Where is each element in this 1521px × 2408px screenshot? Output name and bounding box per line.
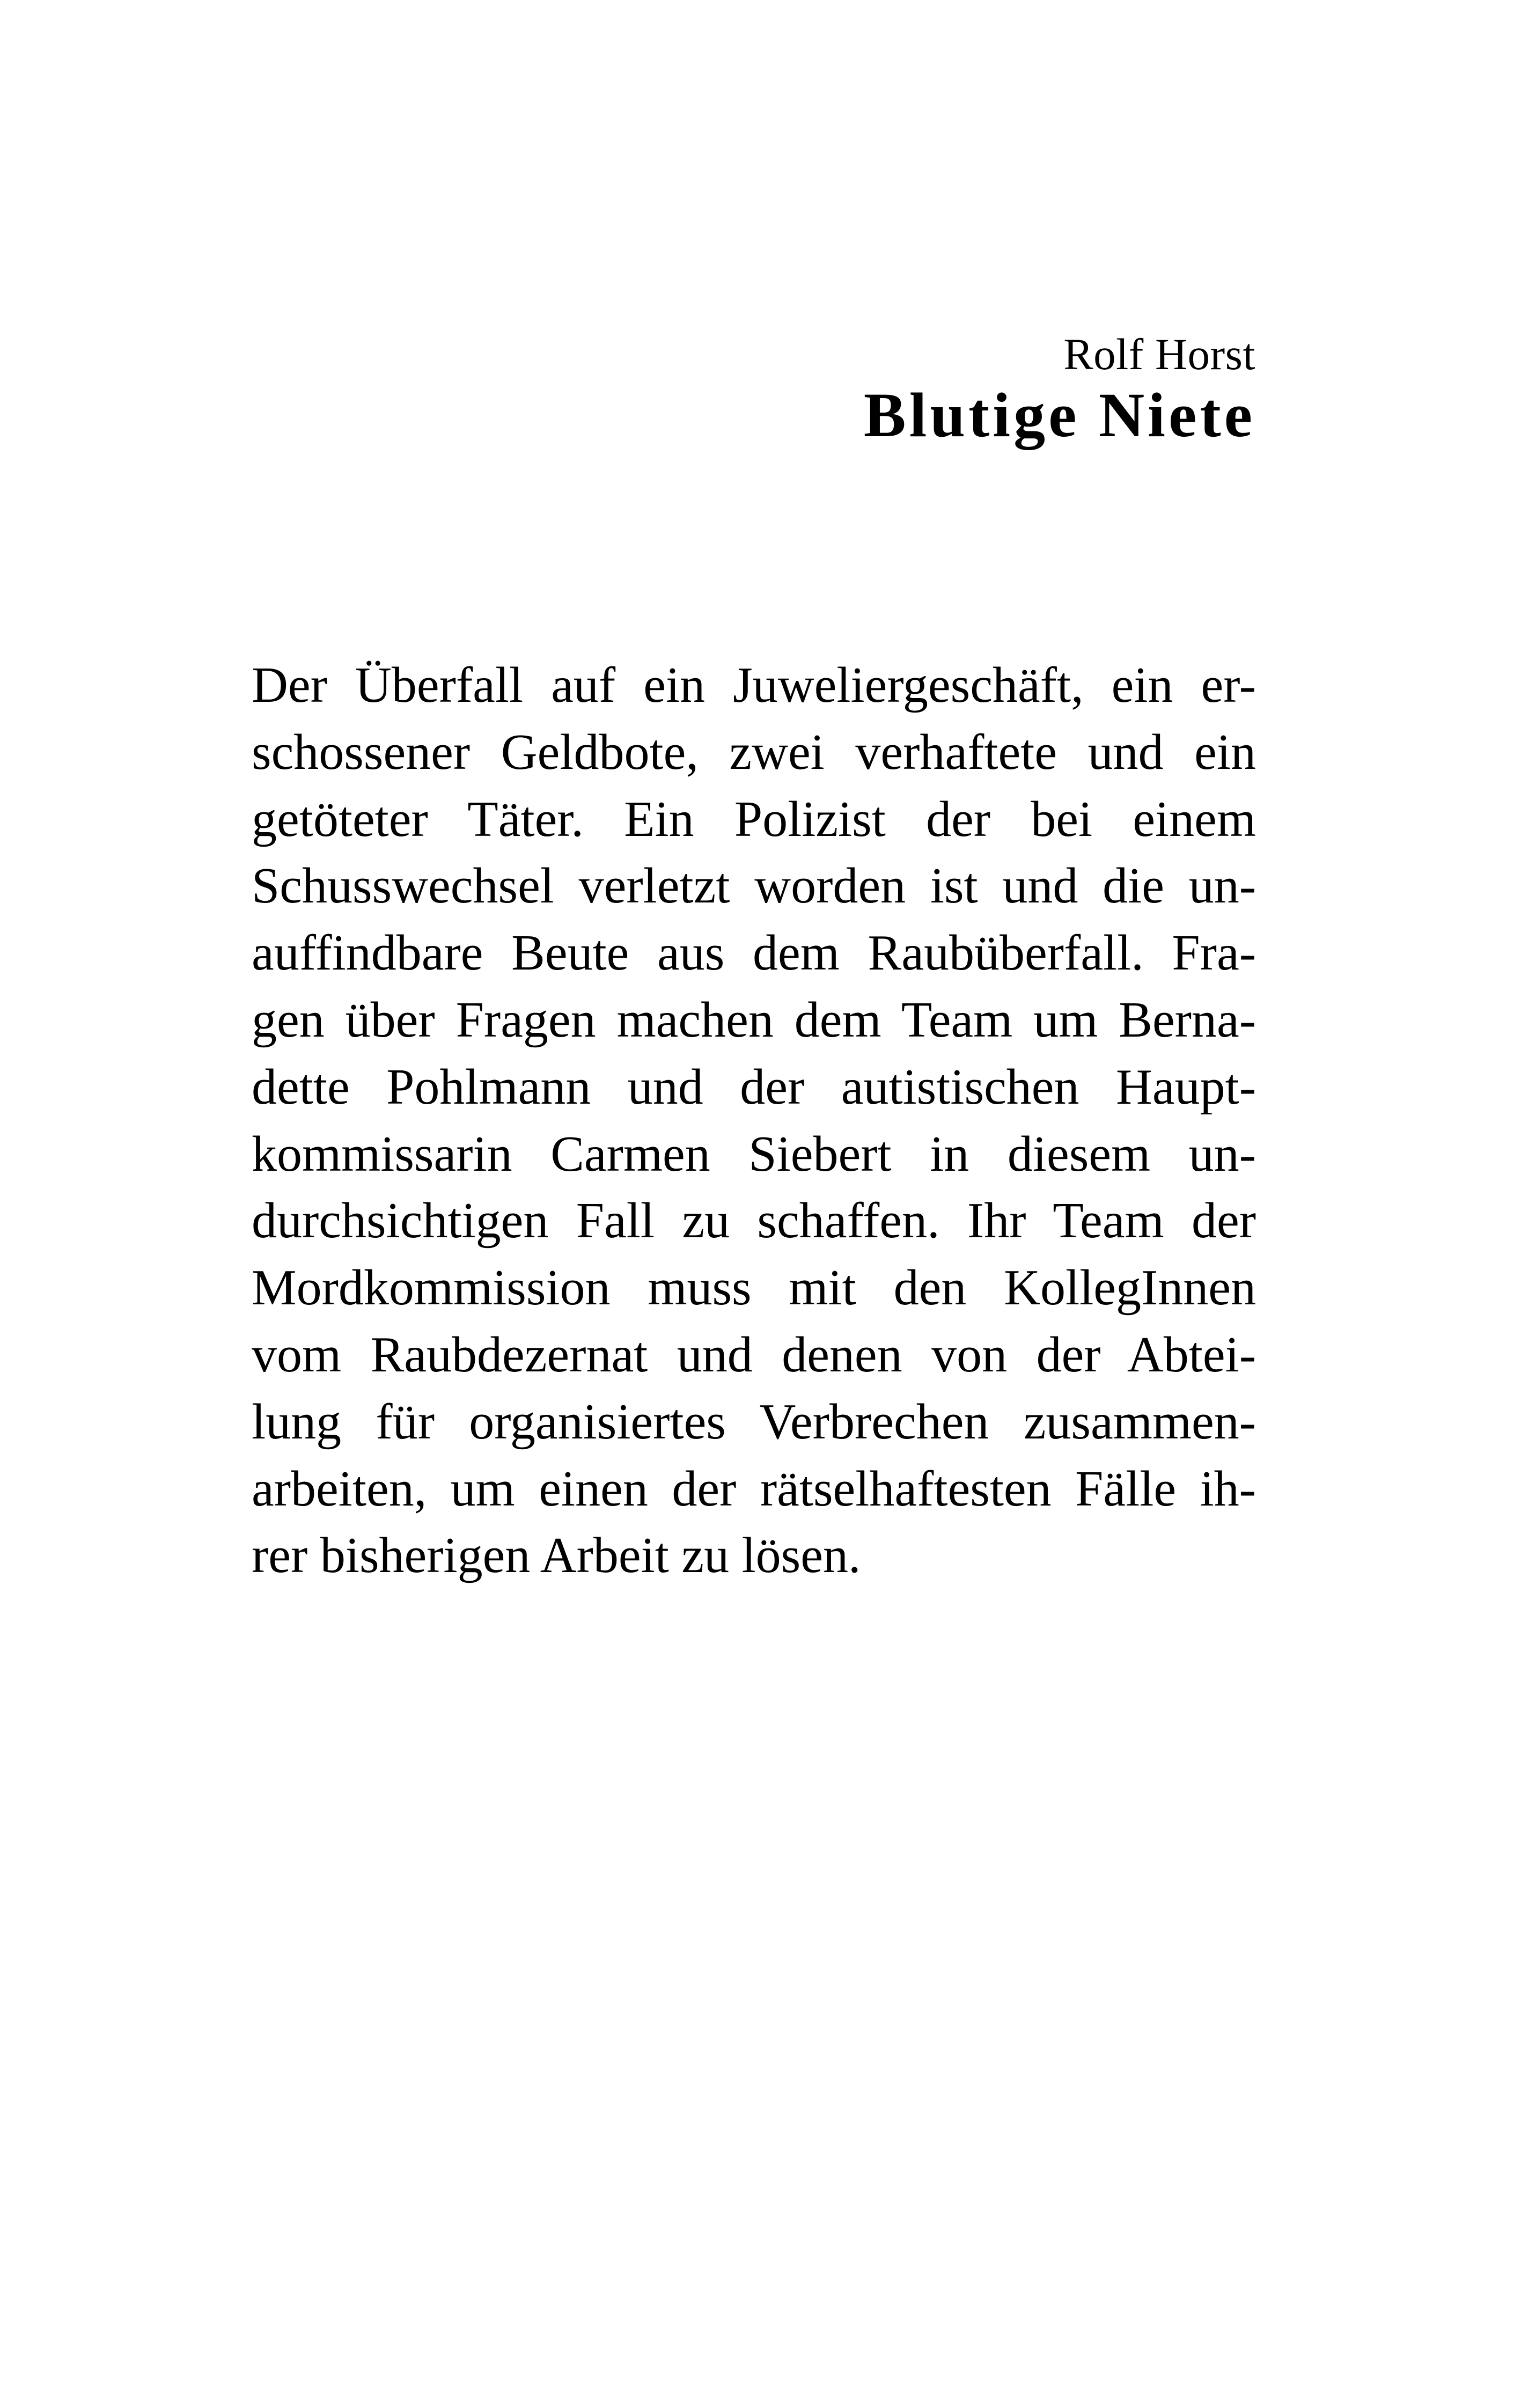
blurb-paragraph — [252, 652, 1256, 1589]
blurb-line: schossener Geldbote, zwei verhaftete und ein — [252, 724, 1256, 780]
blurb-line: durchsichtigen Fall zu schaffen. Ihr Team der — [252, 1193, 1256, 1249]
blurb-line: Schusswechsel verletzt worden ist und die un- — [252, 858, 1256, 914]
blurb-line: lung für organisiertes Verbrechen zusammen- — [252, 1393, 1256, 1450]
blurb-line: auffindbare Beute aus dem Raubüberfall. Fra- — [252, 925, 1256, 981]
author-name: Rolf Horst — [1063, 329, 1255, 379]
book-title: Blutige Niete — [863, 380, 1255, 450]
blurb-line: kommissarin Carmen Siebert in diesem un- — [252, 1126, 1256, 1182]
blurb-line: rer bisherigen Arbeit zu lösen. — [252, 1528, 861, 1584]
blurb-line: getöteter Täter. Ein Polizist der bei einem — [252, 791, 1256, 847]
blurb-line: vom Raubdezernat und denen von der Abtei- — [252, 1326, 1256, 1383]
blurb-line: arbeiten, um einen der rätselhaftesten Fälle ih- — [252, 1460, 1256, 1517]
book-header — [864, 327, 1255, 453]
blurb-line: gen über Fragen machen dem Team um Berna- — [252, 992, 1256, 1048]
blurb-line: Mordkommission muss mit den KollegInnen — [252, 1260, 1256, 1316]
blurb-line: dette Pohlmann und der autistischen Haupt- — [252, 1059, 1256, 1115]
blurb-line: Der Überfall auf ein Juweliergeschäft, ein er- — [252, 657, 1256, 713]
